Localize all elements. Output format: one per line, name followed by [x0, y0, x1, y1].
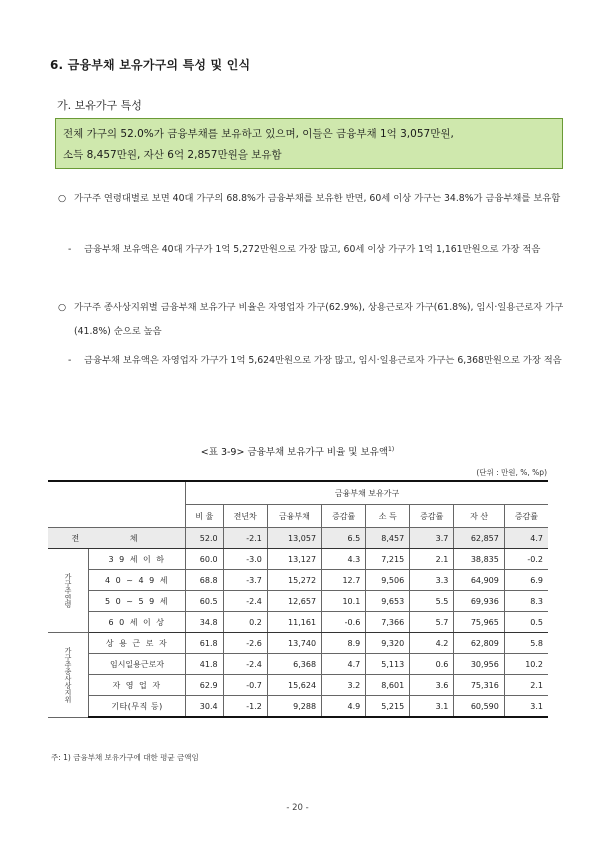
paragraph-age-amount	[68, 238, 568, 262]
table-title-footnote-mark: 1)	[388, 445, 395, 453]
table-title	[0, 444, 595, 458]
bullet-circle-icon: ○	[58, 193, 67, 204]
summary-line: 전체 가구의 52.0%가 금융부채를 보유하고 있으며, 이들은 금융부채 1억 3,057만원,	[63, 128, 454, 140]
table-row	[48, 612, 548, 633]
row-label: 3 9 세 이 하	[89, 549, 186, 570]
table-cell: 64,909	[454, 570, 504, 591]
bullet-circle-icon: ○	[58, 302, 67, 313]
table-cell: -0.7	[223, 675, 267, 696]
table-cell: 41.8	[186, 654, 224, 675]
table-cell: 3.6	[410, 675, 454, 696]
group-label-text: 가구주종사상지위	[64, 646, 72, 703]
table-header-group: 금융부채 보유가구	[186, 481, 548, 505]
table-cell: 5,215	[366, 696, 410, 718]
table-cell: 4.2	[410, 633, 454, 654]
table-row-total	[48, 528, 548, 549]
table-cell: 9,506	[366, 570, 410, 591]
paragraph-text: 금융부채 보유액은 자영업자 가구가 1억 5,624만원으로 가장 많고, 임시·일용근로자 가구는 6,368만원으로 가장 적음	[84, 355, 562, 366]
table-cell: 4.7	[504, 528, 548, 549]
table-cell: 13,057	[267, 528, 321, 549]
table-cell: 75,965	[454, 612, 504, 633]
table-cell: -3.7	[223, 570, 267, 591]
table-cell: 15,272	[267, 570, 321, 591]
group-label-status	[48, 633, 89, 718]
table-header-cell: 증감률	[322, 505, 366, 528]
table-cell: 9,320	[366, 633, 410, 654]
table-cell: 3.7	[410, 528, 454, 549]
table-cell: 13,740	[267, 633, 321, 654]
table-row	[48, 570, 548, 591]
row-label: 상 용 근 로 자	[89, 633, 186, 654]
table-row	[48, 696, 548, 718]
table-footnote: 주: 1) 금융부채 보유가구에 대한 평균 금액임	[51, 753, 199, 762]
row-label: 기타(무직 등)	[89, 696, 186, 718]
table-cell: 68.8	[186, 570, 224, 591]
table-cell: 62,857	[454, 528, 504, 549]
table-cell: 30,956	[454, 654, 504, 675]
table-cell: 8.9	[322, 633, 366, 654]
row-label: 6 0 세 이 상	[89, 612, 186, 633]
row-label: 임시일용근로자	[89, 654, 186, 675]
table-cell: 62.9	[186, 675, 224, 696]
table-header-cell: 소 득	[366, 505, 410, 528]
summary-line: 소득 8,457만원, 자산 6억 2,857만원을 보유함	[63, 149, 282, 161]
table-cell: 13,127	[267, 549, 321, 570]
table-cell: 12,657	[267, 591, 321, 612]
group-label-age	[48, 549, 89, 633]
table-cell: 61.8	[186, 633, 224, 654]
table-cell: 4.7	[322, 654, 366, 675]
table-cell: -2.6	[223, 633, 267, 654]
page-number: - 20 -	[286, 803, 309, 813]
summary-box	[55, 118, 563, 169]
table-cell: 5.7	[410, 612, 454, 633]
table-header-cell: 전년차	[223, 505, 267, 528]
table-cell: 0.6	[410, 654, 454, 675]
table-cell: 8,601	[366, 675, 410, 696]
table-header-cell: 자 산	[454, 505, 504, 528]
table-header-cell: 증감률	[504, 505, 548, 528]
table-cell: 12.7	[322, 570, 366, 591]
paragraph-text: 가구주 연령대별로 보면 40대 가구의 68.8%가 금융부채를 보유한 반면, 60세 이상 가구는 34.8%가 금융부채를 보유함	[74, 193, 561, 204]
table-cell: 62,809	[454, 633, 504, 654]
table-cell: 69,936	[454, 591, 504, 612]
table-header-cell: 증감률	[410, 505, 454, 528]
table-cell: 8.3	[504, 591, 548, 612]
table-cell: 6.9	[504, 570, 548, 591]
table-cell: 5.5	[410, 591, 454, 612]
table-cell: 2.1	[410, 549, 454, 570]
table-cell: 3.2	[322, 675, 366, 696]
table-row	[48, 654, 548, 675]
table-cell: 9,653	[366, 591, 410, 612]
table-header-cell: 금융부채	[267, 505, 321, 528]
table-cell: 60,590	[454, 696, 504, 718]
sub-title: 가. 보유가구 특성	[57, 99, 142, 112]
table-cell: 8,457	[366, 528, 410, 549]
table-cell: 3.1	[504, 696, 548, 718]
table-cell: 60.0	[186, 549, 224, 570]
table-cell: 10.1	[322, 591, 366, 612]
table-cell: 15,624	[267, 675, 321, 696]
table-cell: -0.2	[504, 549, 548, 570]
table-cell: -3.0	[223, 549, 267, 570]
paragraph-status-ratio	[58, 296, 568, 344]
table-cell: 9,288	[267, 696, 321, 718]
group-label-text: 가구주연령	[64, 573, 72, 608]
paragraph-text: 금융부채 보유액은 40대 가구가 1억 5,272만원으로 가장 많고, 60세 이상 가구가 1억 1,161만원으로 가장 적음	[84, 244, 541, 255]
table-cell: 5,113	[366, 654, 410, 675]
table-cell: -0.6	[322, 612, 366, 633]
table-cell: 7,215	[366, 549, 410, 570]
row-label: 4 0 ~ 4 9 세	[89, 570, 186, 591]
table-cell: -2.1	[223, 528, 267, 549]
paragraph-status-amount	[68, 349, 568, 373]
table-cell: 4.9	[322, 696, 366, 718]
section-title: 6. 금융부채 보유가구의 특성 및 인식	[50, 58, 251, 72]
table-cell: 34.8	[186, 612, 224, 633]
table-cell: 52.0	[186, 528, 224, 549]
table-cell: -1.2	[223, 696, 267, 718]
table-cell: 4.3	[322, 549, 366, 570]
table-row	[48, 549, 548, 570]
table-title-text: <표 3-9> 금융부채 보유가구 비율 및 보유액	[200, 447, 389, 458]
table-cell: 38,835	[454, 549, 504, 570]
row-label: 자 영 업 자	[89, 675, 186, 696]
table-cell: -2.4	[223, 654, 267, 675]
table-cell: 3.1	[410, 696, 454, 718]
table-cell: 11,161	[267, 612, 321, 633]
bullet-dash-icon: -	[68, 244, 72, 255]
financial-debt-table	[48, 480, 548, 718]
table-row	[48, 591, 548, 612]
table-unit: (단위 : 만원, %, %p)	[476, 468, 547, 477]
paragraph-text: 가구주 종사상지위별 금융부채 보유가구 비율은 자영업자 가구(62.9%), 상용근로자 가구(61.8%), 임시·일용근로자 가구(41.8%) 순으로 높음	[74, 302, 564, 337]
table-cell: 0.2	[223, 612, 267, 633]
table-header-cell: 비 율	[186, 505, 224, 528]
table-cell: 10.2	[504, 654, 548, 675]
table-cell: 6,368	[267, 654, 321, 675]
table-cell: 2.1	[504, 675, 548, 696]
table-cell: 0.5	[504, 612, 548, 633]
table-cell: 30.4	[186, 696, 224, 718]
table-cell: -2.4	[223, 591, 267, 612]
table-cell: 75,316	[454, 675, 504, 696]
table-cell: 60.5	[186, 591, 224, 612]
table-cell: 3.3	[410, 570, 454, 591]
paragraph-age-ratio	[58, 187, 568, 211]
row-label: 5 0 ~ 5 9 세	[89, 591, 186, 612]
table-cell: 6.5	[322, 528, 366, 549]
row-label: 전 체	[48, 528, 186, 549]
table-row	[48, 675, 548, 696]
table-cell: 5.8	[504, 633, 548, 654]
table-row	[48, 633, 548, 654]
bullet-dash-icon: -	[68, 355, 72, 366]
table-cell: 7,366	[366, 612, 410, 633]
table-corner-cell	[48, 481, 186, 528]
